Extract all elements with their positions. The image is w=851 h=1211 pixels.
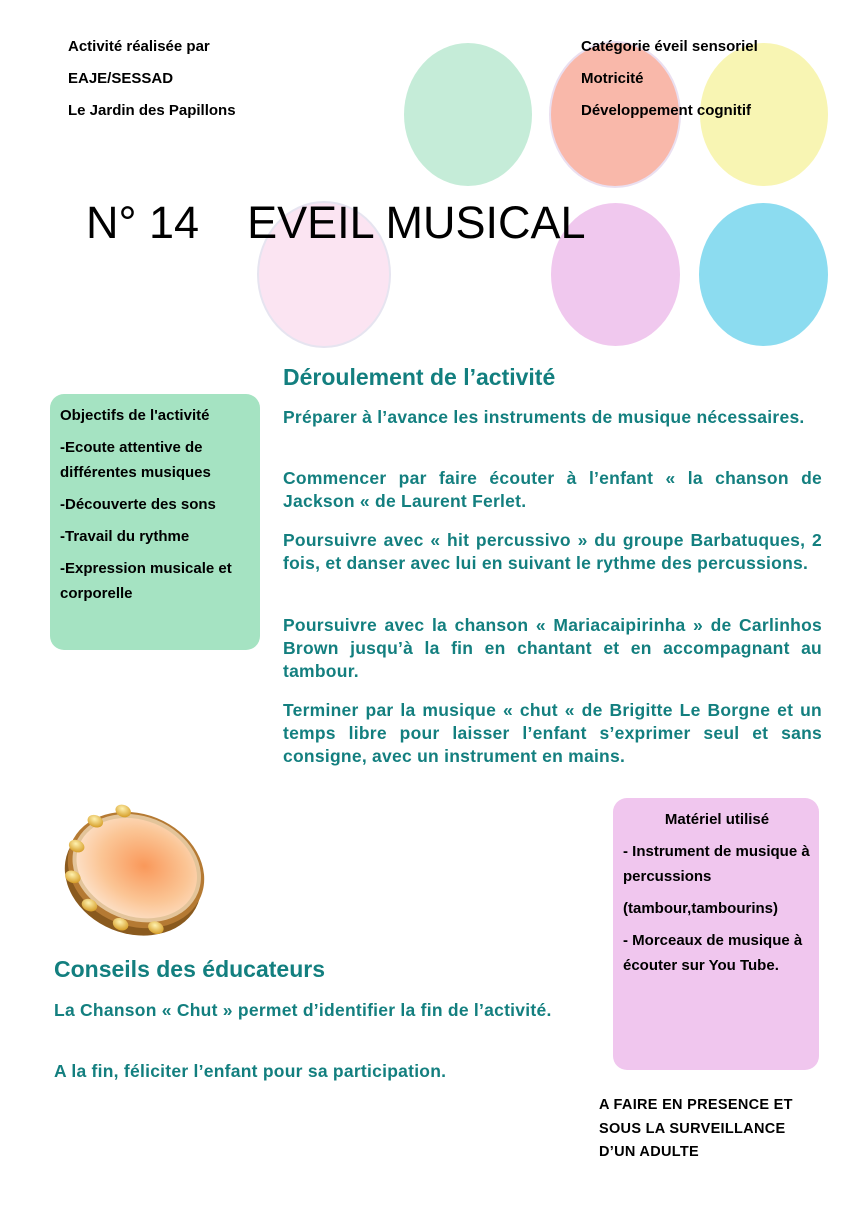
objective-item: -Travail du rythme [60, 528, 190, 545]
objective-item: -Découverte des sons [60, 496, 216, 513]
conseils-paragraph-1: La Chanson « Chut » permet d’identifier la fin de l’activité. [54, 1000, 552, 1020]
deroulement-step-5: Terminer par la musique « chut « de Brigitte Le Borgne et un temps libre pour laisser l’enfant s’exprimer seul et sans consigne, avec un instrument en mains. [283, 700, 822, 766]
material-box [613, 798, 819, 1070]
material-item: - Morceaux de musique à écouter sur You Tube. [623, 932, 803, 974]
tambourine-icon [50, 798, 216, 942]
header-author-name: Le Jardin des Papillons [68, 102, 236, 119]
deroulement-step-4: Poursuivre avec la chanson « Mariacaipirinha » de Carlinhos Brown jusqu’à la fin en chantant et en accompagnant au tambour. [283, 615, 822, 681]
deroulement-step-2: Commencer par faire écouter à l’enfant « la chanson de Jackson « de Laurent Ferlet. [283, 468, 822, 511]
conseils-paragraph-2: A la fin, féliciter l’enfant pour sa participation. [54, 1061, 447, 1081]
deroulement-step-3: Poursuivre avec « hit percussivo » du groupe Barbatuques, 2 fois, et danser avec lui en suivant le rythme des percussions. [283, 530, 822, 573]
objectives-box [50, 394, 260, 650]
page-title [86, 196, 586, 250]
objective-item: -Ecoute attentive de différentes musiques [60, 439, 211, 481]
deroulement-step-1: Préparer à l’avance les instruments de musique nécessaires. [283, 407, 805, 427]
material-item: - Instrument de musique à percussions [623, 843, 810, 885]
header-author-label: Activité réalisée par [68, 38, 210, 55]
header-author-structure: EAJE/SESSAD [68, 70, 174, 87]
deroulement-heading: Déroulement de l’activité [283, 364, 556, 390]
category-motricite: Motricité [581, 70, 644, 87]
material-title: Matériel utilisé [664, 811, 770, 828]
material-item: (tambour,tambourins) [623, 900, 779, 917]
safety-warning: A FAIRE EN PRESENCE ET SOUS LA SURVEILLANCE D’UN ADULTE [599, 1097, 793, 1160]
activity-number: N° 14 [86, 197, 200, 248]
conseils-heading: Conseils des éducateurs [54, 956, 325, 982]
category-cognitif: Développement cognitif [581, 102, 752, 119]
objective-item: -Expression musicale et corporelle [60, 560, 232, 602]
activity-title: EVEIL MUSICAL [247, 197, 586, 248]
decor-circle-green [404, 43, 532, 186]
decor-circle-cyan [699, 203, 828, 346]
objectives-title: Objectifs de l'activité [60, 407, 210, 424]
category-label: Catégorie éveil sensoriel [581, 38, 758, 55]
